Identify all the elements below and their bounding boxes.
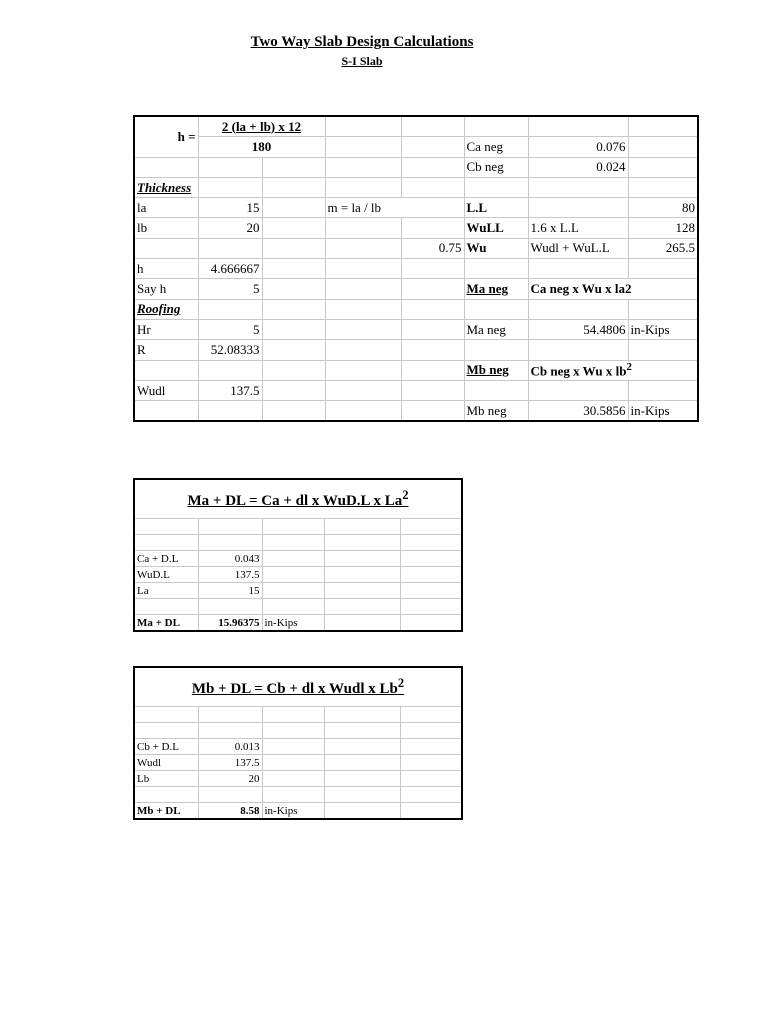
cell[interactable] [528,299,628,319]
cell[interactable] [324,551,400,567]
cell-ca-neg-value[interactable]: 0.076 [528,137,628,157]
cell[interactable] [528,259,628,279]
cell[interactable] [325,137,401,157]
cell-lb-label[interactable]: lb [134,218,198,238]
mb-dl-formula[interactable] [134,667,462,707]
cell[interactable] [198,157,262,177]
cell[interactable] [325,279,401,299]
cell-h-label[interactable]: h = [134,116,198,157]
cell[interactable] [324,771,400,787]
ma-dl-table [133,478,463,632]
cell[interactable] [401,137,464,157]
cell[interactable] [134,787,198,803]
cell-lb-value[interactable]: 20 [198,218,262,238]
cell-mb-neg-value[interactable]: 30.5856 [528,401,628,422]
cell[interactable] [324,583,400,599]
cell[interactable] [325,238,401,258]
cell[interactable] [262,259,325,279]
cell[interactable] [628,177,698,197]
cell[interactable] [464,299,528,319]
cell-say-h-value[interactable]: 5 [198,279,262,299]
cell[interactable] [134,157,198,177]
cell[interactable] [134,360,198,380]
cell-wull-formula[interactable]: 1.6 x L.L [528,218,628,238]
cell[interactable] [628,380,698,400]
cell-mb-dl-result-value[interactable]: 8.58 [198,803,262,820]
cell[interactable] [262,360,325,380]
cell-mb-neg-unit[interactable]: in-Kips [628,401,698,422]
cell[interactable] [401,319,464,339]
cell[interactable] [628,157,698,177]
cell-m-label[interactable]: m = la / lb [325,198,464,218]
cell[interactable] [400,787,462,803]
cell[interactable] [528,116,628,137]
cell[interactable] [134,707,198,723]
cell[interactable] [325,218,401,238]
cell-ca-dl-value[interactable]: 0.043 [198,551,262,567]
cell-lb-label[interactable]: Lb [134,771,198,787]
cell[interactable] [134,238,198,258]
cell-ca-neg-label[interactable]: Ca neg [464,137,528,157]
cell[interactable] [400,771,462,787]
cell[interactable] [198,299,262,319]
ma-dl-formula-text: Ma + DL = Ca + dl x WuD.L x La [187,493,403,509]
cell[interactable] [628,340,698,360]
cell-ma-neg-title[interactable]: Ma neg [464,279,528,299]
cell[interactable] [324,535,400,551]
cell[interactable] [324,707,400,723]
cell[interactable] [401,299,464,319]
cell[interactable] [324,519,400,535]
cell[interactable] [400,739,462,755]
cell[interactable] [198,401,262,422]
cell[interactable] [528,380,628,400]
page-title: Two Way Slab Design Calculations [250,34,474,50]
cell[interactable] [198,177,262,197]
cell[interactable] [325,299,401,319]
cell-mb-dl-result-label[interactable]: Mb + DL [134,803,198,820]
cell[interactable] [464,177,528,197]
cell[interactable] [134,599,198,615]
cell[interactable] [325,259,401,279]
cell-h-formula[interactable]: 2 (la + lb) x 12 [198,116,325,137]
cell[interactable] [198,535,262,551]
cell-ma-dl-result-label[interactable]: Ma + DL [134,615,198,632]
cell[interactable] [262,299,325,319]
cell[interactable] [262,707,324,723]
cell[interactable] [198,238,262,258]
cell[interactable] [262,340,325,360]
cell-ma-neg-unit[interactable]: in-Kips [628,319,698,339]
cell[interactable] [400,755,462,771]
mb-neg-formula-sup: 2 [626,361,632,374]
cell[interactable] [401,279,464,299]
cell[interactable] [401,218,464,238]
cell[interactable] [134,535,198,551]
cell[interactable] [262,198,325,218]
cell-thickness-heading[interactable]: Thickness [134,177,198,197]
cell[interactable] [400,519,462,535]
mb-dl-formula-sup: 2 [397,676,405,690]
cell[interactable] [400,615,462,632]
cell-la-value[interactable]: 15 [198,198,262,218]
cell-ma-dl-unit[interactable]: in-Kips [262,615,324,632]
cell-wu-value[interactable]: 265.5 [628,238,698,258]
cell-wudl-label[interactable]: Wudl [134,380,198,400]
cell[interactable] [401,177,464,197]
cell-wudl-label[interactable]: Wudl [134,755,198,771]
cell-cb-neg-label[interactable]: Cb neg [464,157,528,177]
cell-ca-dl-label[interactable]: Ca + D.L [134,551,198,567]
cell-mb-dl-unit[interactable]: in-Kips [262,803,324,820]
cell[interactable] [262,739,324,755]
cell-wudl-value[interactable]: 137.5 [198,567,262,583]
cell[interactable] [325,401,401,422]
cell[interactable] [400,535,462,551]
cell[interactable] [400,567,462,583]
cell[interactable] [528,198,628,218]
mb-neg-formula-text: Cb neg x Wu x lb [530,363,627,379]
cell[interactable] [400,707,462,723]
cell[interactable] [325,116,401,137]
cell[interactable] [401,360,464,380]
cell-h-divisor[interactable]: 180 [198,137,325,157]
cell-roofing-heading[interactable]: Roofing [134,299,198,319]
cell[interactable] [464,380,528,400]
cell[interactable] [628,137,698,157]
cell[interactable] [324,787,400,803]
cell[interactable] [262,177,325,197]
cell[interactable] [325,380,401,400]
cell[interactable] [262,771,324,787]
ma-dl-formula[interactable] [134,479,462,519]
cell[interactable] [628,116,698,137]
cell-ma-neg-label[interactable]: Ma neg [464,319,528,339]
cell-h-calc-label[interactable]: h [134,259,198,279]
cell-ll-value[interactable]: 80 [628,198,698,218]
cell-mb-neg-title[interactable]: Mb neg [464,360,528,380]
cell-hr-value[interactable]: 5 [198,319,262,339]
cell-wu-formula[interactable]: Wudl + WuL.L [528,238,628,258]
cell-say-h-label[interactable]: Say h [134,279,198,299]
cell-la-label[interactable]: La [134,583,198,599]
cell[interactable] [401,157,464,177]
cell[interactable] [262,279,325,299]
cell-wudl-label[interactable]: WuD.L [134,567,198,583]
cell-mb-neg-formula[interactable] [528,360,698,380]
cell[interactable] [262,218,325,238]
cell[interactable] [262,723,324,739]
cell-mb-neg-label[interactable]: Mb neg [464,401,528,422]
cell[interactable] [324,739,400,755]
cell[interactable] [628,299,698,319]
cell[interactable] [325,360,401,380]
cell[interactable] [262,567,324,583]
cell[interactable] [262,599,324,615]
cell-cb-dl-label[interactable]: Cb + D.L [134,739,198,755]
cell[interactable] [262,583,324,599]
cell[interactable] [325,340,401,360]
cell[interactable] [262,755,324,771]
cell-r-value[interactable]: 52.08333 [198,340,262,360]
cell[interactable] [134,723,198,739]
cell[interactable] [325,319,401,339]
mb-dl-table [133,666,463,820]
cell[interactable] [325,177,401,197]
cell[interactable] [262,551,324,567]
cell[interactable] [400,551,462,567]
cell-la-label[interactable]: la [134,198,198,218]
cell[interactable] [400,803,462,820]
cell-ma-dl-result-value[interactable]: 15.96375 [198,615,262,632]
cell[interactable] [198,723,262,739]
cell-h-calc-value[interactable]: 4.666667 [198,259,262,279]
cell-r-label[interactable]: R [134,340,198,360]
cell[interactable] [400,723,462,739]
cell-lb-value[interactable]: 20 [198,771,262,787]
cell[interactable] [134,401,198,422]
cell-ma-neg-value[interactable]: 54.4806 [528,319,628,339]
cell-wu-label[interactable]: Wu [464,238,528,258]
cell[interactable] [134,519,198,535]
cell[interactable] [628,259,698,279]
cell[interactable] [464,259,528,279]
cell[interactable] [262,401,325,422]
cell[interactable] [528,177,628,197]
cell[interactable] [324,723,400,739]
cell[interactable] [401,116,464,137]
cell[interactable] [262,157,325,177]
cell[interactable] [401,340,464,360]
cell-ll-label[interactable]: L.L [464,198,528,218]
cell[interactable] [262,319,325,339]
cell[interactable] [324,567,400,583]
cell[interactable] [198,599,262,615]
cell[interactable] [528,340,628,360]
cell[interactable] [198,787,262,803]
cell-cb-dl-value[interactable]: 0.013 [198,739,262,755]
cell[interactable] [262,519,324,535]
cell[interactable] [401,401,464,422]
cell-wull-value[interactable]: 128 [628,218,698,238]
cell[interactable] [198,707,262,723]
cell[interactable] [401,380,464,400]
cell[interactable] [262,787,324,803]
ma-dl-formula-sup: 2 [402,488,409,502]
page-subtitle: S-I Slab [341,54,383,68]
cell[interactable] [464,340,528,360]
slab-calc-table [133,115,699,422]
cell[interactable] [198,360,262,380]
cell[interactable] [400,583,462,599]
cell[interactable] [324,803,400,820]
cell-wudl-value[interactable]: 137.5 [198,755,262,771]
cell[interactable] [262,380,325,400]
cell-m-value[interactable]: 0.75 [401,238,464,258]
cell-wudl-value[interactable]: 137.5 [198,380,262,400]
cell[interactable] [400,599,462,615]
cell-hr-label[interactable]: Hr [134,319,198,339]
cell[interactable] [464,116,528,137]
cell-wull-label[interactable]: WuLL [464,218,528,238]
cell[interactable] [324,599,400,615]
cell[interactable] [324,615,400,632]
cell[interactable] [262,535,324,551]
cell[interactable] [325,157,401,177]
cell-cb-neg-value[interactable]: 0.024 [528,157,628,177]
cell[interactable] [401,259,464,279]
cell[interactable] [262,238,325,258]
cell[interactable] [198,519,262,535]
cell[interactable] [324,755,400,771]
cell-ma-neg-formula[interactable]: Ca neg x Wu x la2 [528,279,698,299]
cell-la-value[interactable]: 15 [198,583,262,599]
mb-dl-formula-text: Mb + DL = Cb + dl x Wudl x Lb [191,681,398,697]
